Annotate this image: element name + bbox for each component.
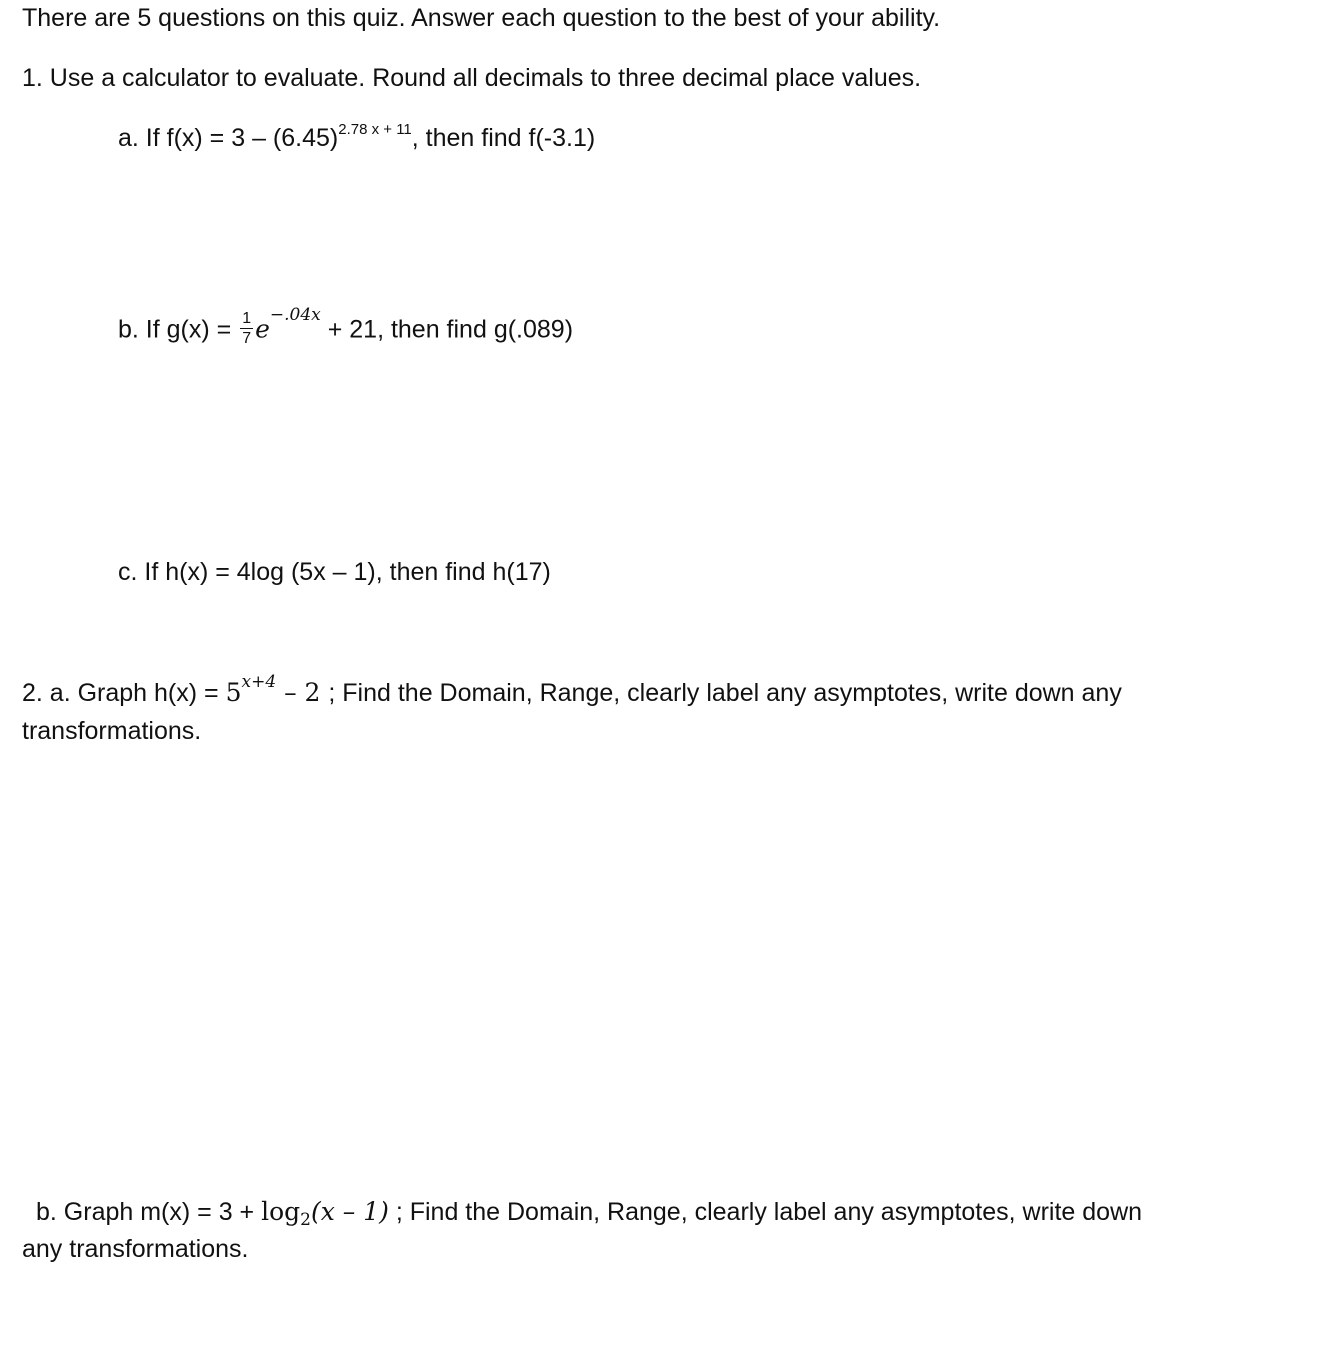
question-2b	[36, 1197, 1143, 1230]
question-1c: c. If h(x) = 4log (5x – 1), then find h(17)	[118, 558, 551, 586]
question-1b-prefix: b. If g(x) =	[118, 315, 239, 344]
question-2b-line2: any transformations.	[22, 1235, 249, 1263]
question-2a-exponent: x+4	[241, 672, 277, 692]
question-2a-prefix: 2. a. Graph h(x) =	[22, 679, 226, 707]
log-argument: (x – 1)	[310, 1197, 389, 1226]
question-1b	[118, 305, 574, 349]
question-1a	[118, 121, 596, 152]
question-2b-prefix: b. Graph m(x) = 3 +	[36, 1198, 262, 1226]
fraction-denominator: 7	[242, 330, 252, 347]
question-1a-suffix: , then find f(-3.1)	[411, 124, 596, 152]
question-1a-exponent: 2.78 x + 11	[338, 121, 412, 138]
euler-e: e	[255, 314, 270, 344]
question-2b-suffix: ; Find the Domain, Range, clearly label any asymptotes, write down	[388, 1198, 1143, 1226]
question-1b-exponent: −.04x	[269, 305, 321, 325]
question-1b-suffix: + 21, then find g(.089)	[320, 315, 574, 344]
fraction-one-seventh	[240, 311, 253, 347]
question-2a	[22, 672, 1122, 707]
question-2a-line2: transformations.	[22, 717, 202, 745]
question-2a-base: 5	[225, 678, 242, 707]
log-base: 2	[300, 1210, 311, 1230]
question-1a-prefix: a. If f(x) = 3 – (6.45)	[118, 124, 339, 152]
fraction-numerator: 1	[242, 310, 252, 327]
quiz-instructions: There are 5 questions on this quiz. Answer each question to the best of your ability.	[22, 4, 941, 32]
question-2a-minus: – 2	[276, 678, 329, 707]
question-2a-suffix: ; Find the Domain, Range, clearly label any asymptotes, write down any	[328, 679, 1122, 707]
log-function: log	[261, 1197, 301, 1226]
question-1-heading: 1. Use a calculator to evaluate. Round all decimals to three decimal place values.	[22, 64, 922, 92]
